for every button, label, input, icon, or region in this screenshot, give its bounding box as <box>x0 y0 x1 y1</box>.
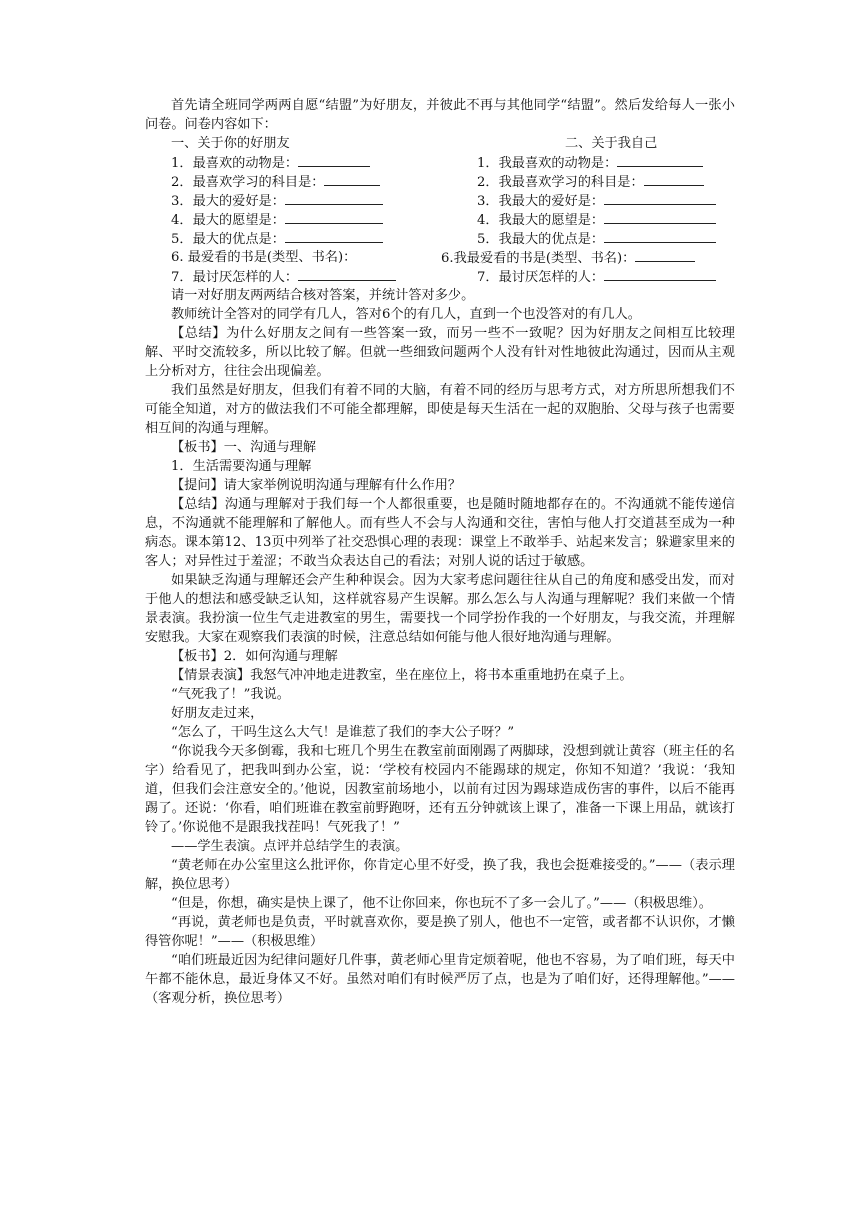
summary-paragraph: 【总结】沟通与理解对于我们每一个人都很重要，也是随时随地都存在的。不沟通就不能传递信息，不沟通就不能理解和了解他人。而有些人不会与人沟通和交往，害怕与他人打交道甚至成为一种病态。课本第12、13页中列举了社交恐惧心理的表现：课堂上不敢举手、站起来发言；躲避家里来的客人；对异性过于羞涩；不敢当众表达自己的看法；对别人说的话过于敏感。 <box>145 497 735 569</box>
quiz-right-item: 1．我最喜欢的动物是： <box>477 153 703 173</box>
answer-blank <box>298 153 370 167</box>
quiz-left-item: 6. 最爱看的书是(类型、书名)： <box>171 250 357 265</box>
quiz-left-title: 一、关于你的好朋友 <box>171 136 290 151</box>
answer-blank <box>285 210 383 224</box>
quiz-left-item: 1．最喜欢的动物是： <box>171 153 370 173</box>
quiz-left-item: 5．最大的优点是： <box>171 229 383 249</box>
quiz-right-item: 6.我最爱看的书是(类型、书名)： <box>441 248 695 268</box>
paragraph: 我们虽然是好朋友，但我们有着不同的大脑，有着不同的经历与思考方式，对方所思所想我们不可能全知道，对方的做法我们不可能全都理解，即使是每天生活在一起的双胞胎、父母与孩子也需要相互间的沟通与理解。 <box>145 383 735 436</box>
quiz-left-item: 3．最大的爱好是： <box>171 191 383 211</box>
answer-blank <box>604 210 716 224</box>
dialogue-line: “你说我今天多倒霉，我和七班几个男生在教室前面刚踢了两脚球，没想到就让黄容（班主任的名字）给看见了，把我叫到办公室，说：‘学校有校园内不能踢球的规定，你知不知道？’我说：‘我知道，但我们会注意安全的。’他说，因教室前场地小，以前有过因为踢球造成伤害的事件，以后不能再踢了。还说：‘你看，咱们班谁在教室前野跑呀，还有五分钟就该上课了，准备一下课上用品，就该打铃了。’你说他不是跟我找茬吗！气死我了！” <box>145 744 735 835</box>
answer-blank <box>285 191 383 205</box>
dialogue-line: “咱们班最近因为纪律问题好几件事，黄老师心里肯定烦着呢，他也不容易，为了咱们班，每天中午都不能休息，最近身体又不好。虽然对咱们有时候严厉了点，也是为了咱们好，还得理解他。”——（客观分析，换位思考） <box>145 953 735 1006</box>
quiz-right-item: 5．我最大的优点是： <box>477 229 716 249</box>
answer-blank <box>298 267 396 281</box>
answer-blank <box>604 191 716 205</box>
board-heading: 【板书】一、沟通与理解 <box>171 440 317 455</box>
quiz-right-item: 3．我最大的爱好是： <box>477 191 716 211</box>
quiz-left-item: 2．最喜欢学习的科目是： <box>171 172 380 192</box>
question-paragraph: 【提问】请大家举例说明沟通与理解有什么作用？ <box>171 478 462 493</box>
dialogue-line: “怎么了，干吗生这么大气！是谁惹了我们的李大公子呀？” <box>171 725 515 740</box>
quiz-left-item: 4．最大的愿望是： <box>171 210 383 230</box>
dialogue-line: 好朋友走过来， <box>171 706 264 721</box>
answer-blank <box>604 229 716 243</box>
quiz-right-item: 2．我最喜欢学习的科目是： <box>477 172 704 192</box>
document-page <box>145 96 735 1008</box>
scene-paragraph: 【情景表演】我怒气冲冲地走进教室，坐在座位上，将书本重重地扔在桌子上。 <box>171 668 633 683</box>
answer-blank <box>324 172 380 186</box>
paragraph: 如果缺乏沟通与理解还会产生种种误会。因为大家考虑问题往往从自己的角度和感受出发，而对于他人的想法和感受缺乏认知，这样就容易产生误解。那么怎么与人沟通与理解呢？我们来做一个情景表演。我扮演一位生气走进教室的男生，需要找一个同学扮作我的一个好朋友，与我交流，并理解安慰我。大家在观察我们表演的时候，注意总结如何能与他人很好地沟通与理解。 <box>145 573 735 645</box>
answer-blank <box>617 153 703 167</box>
quiz-right-title: 二、关于我自己 <box>565 136 658 151</box>
quiz-left-item: 7．最讨厌怎样的人： <box>171 267 396 287</box>
dialogue-line: “再说，黄老师也是负责，平时就喜欢你，要是换了别人，他也不一定管，或者都不认识你，才懒得管你呢！”——（积极思维） <box>145 915 735 949</box>
paragraph: 教师统计全答对的同学有几人，答对6个的有几人，直到一个也没答对的有几人。 <box>171 307 641 322</box>
paragraph: 请一对好朋友两两结合核对答案，并统计答对多少。 <box>171 288 475 303</box>
dialogue-line: “但是，你想，确实是快上课了，他不让你回来，你也玩不了多一会儿了。”——（积极思维）。 <box>171 896 712 911</box>
answer-blank <box>644 172 704 186</box>
quiz-right-item: 4．我最大的愿望是： <box>477 210 716 230</box>
questionnaire <box>145 134 735 285</box>
dialogue-line: “气死我了！”我说。 <box>171 687 290 702</box>
intro-paragraph: 首先请全班同学两两自愿“结盟”为好朋友，并彼此不再与其他同学“结盟”。然后发给每人一张小问卷。问卷内容如下： <box>145 98 735 132</box>
summary-paragraph: 【总结】为什么好朋友之间有一些答案一致，而另一些不一致呢？因为好朋友之间相互比较理解、平时交流较多，所以比较了解。但就一些细致问题两个人没有针对性地彼此沟通过，因而从主观上分析对方，往往会出现偏差。 <box>145 326 735 379</box>
dialogue-line: “黄老师在办公室里这么批评你，你肯定心里不好受，换了我，我也会挺难接受的。”——（表示理解，换位思考） <box>145 858 735 892</box>
answer-blank <box>285 229 383 243</box>
section-heading: 1．生活需要沟通与理解 <box>171 459 312 474</box>
answer-blank <box>604 267 716 281</box>
note-line: ——学生表演。点评并总结学生的表演。 <box>171 839 409 854</box>
answer-blank <box>635 248 695 262</box>
board-heading: 【板书】2．如何沟通与理解 <box>171 649 338 664</box>
quiz-right-item: 7．最讨厌怎样的人： <box>477 267 716 287</box>
